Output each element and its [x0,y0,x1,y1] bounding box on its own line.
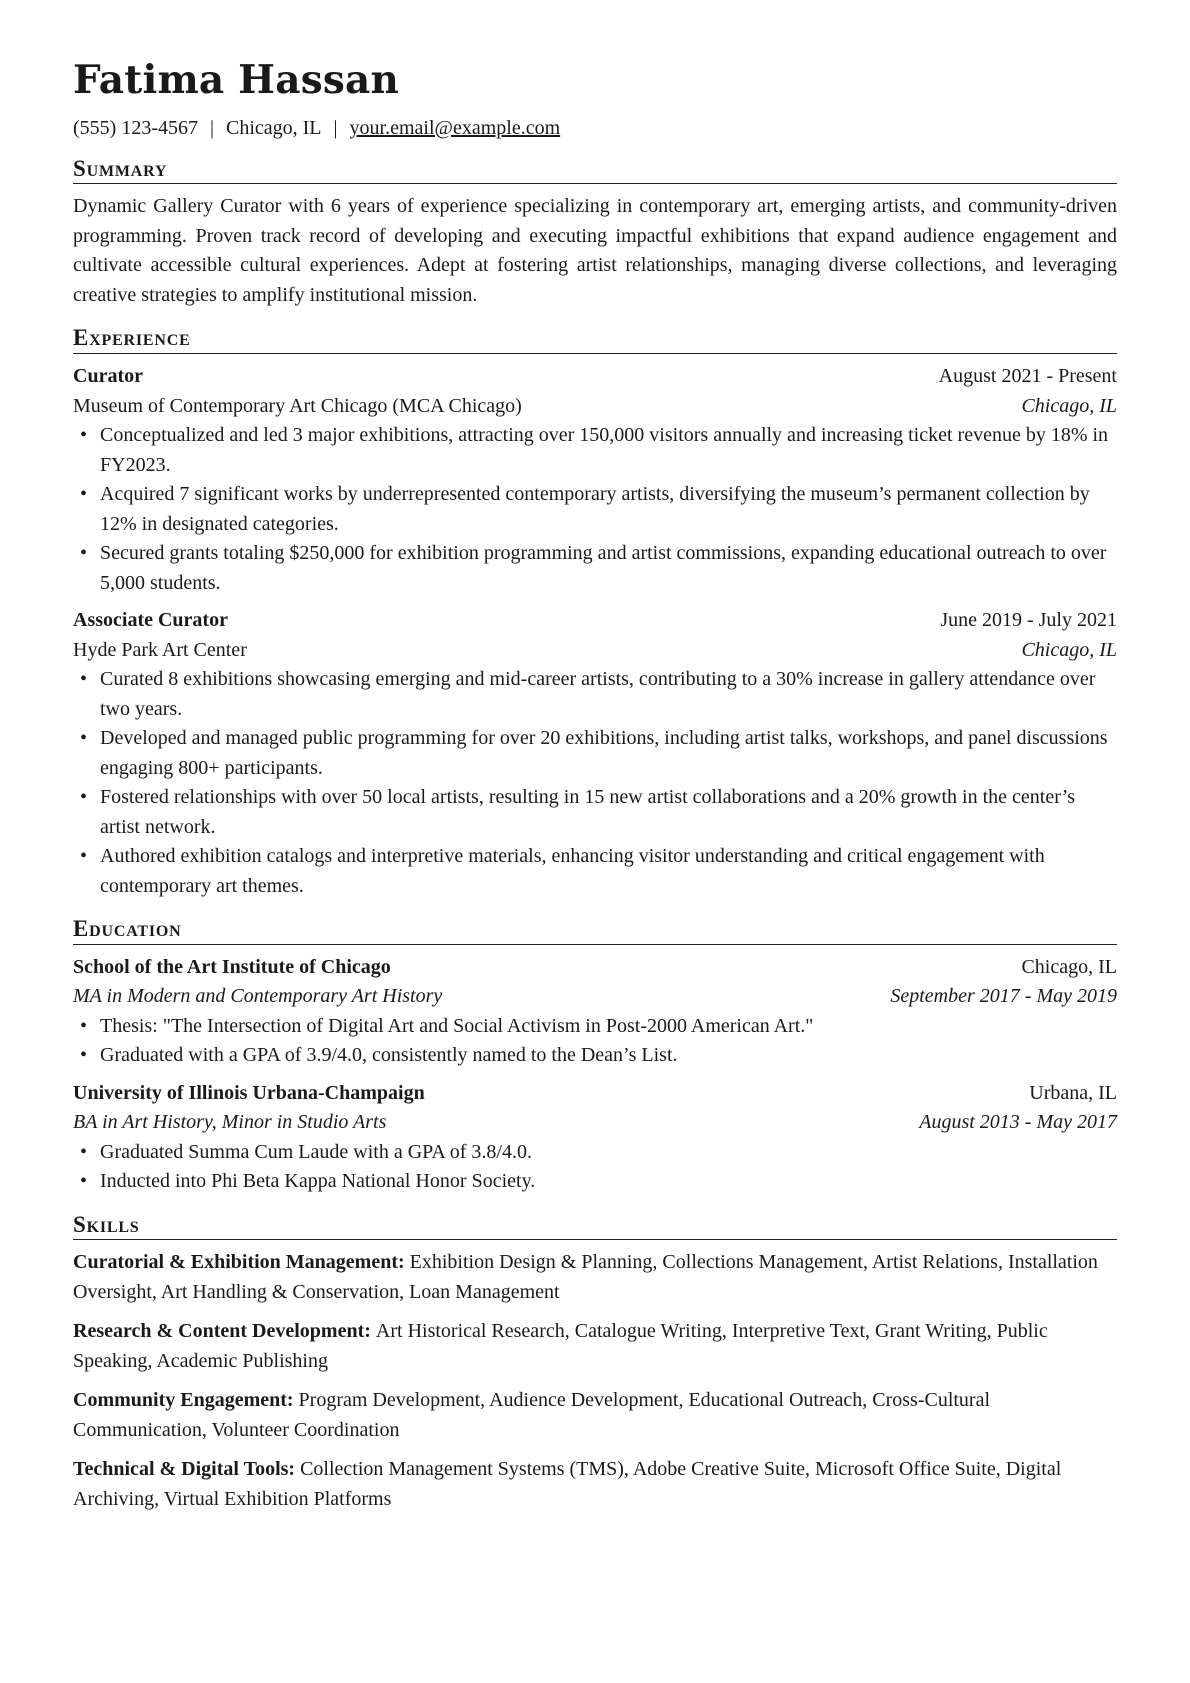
bullet-item: • Graduated Summa Cum Laude with a GPA of 3.8/4.0. [100,1138,1117,1168]
skill-category: Technical & Digital Tools: [73,1458,301,1481]
location: Chicago, IL [226,116,322,139]
job-header-row [73,606,1117,636]
job-title: Associate Curator [73,609,228,632]
bullet-item: • Authored exhibition catalogs and interpretive materials, enhancing visitor understanding and critical engagement with contemporary art themes. [100,842,1117,901]
bullet-item: • Secured grants totaling $250,000 for exhibition programming and artist commissions, expanding educational outreach to over 5,000 students. [100,539,1117,598]
contact-line [73,115,1117,141]
education-bullets [73,1138,1117,1197]
job-header-row [73,362,1117,392]
bullet-item: • Inducted into Phi Beta Kappa National Honor Society. [100,1167,1117,1197]
school-location: Urbana, IL [1029,1081,1117,1104]
skill-category: Community Engagement: [73,1389,299,1412]
contact-separator: | [209,116,214,139]
candidate-name: Fatima Hassan [73,57,400,103]
skills-list [73,1248,1117,1514]
education-entry [73,1079,1117,1197]
experience-entry [73,362,1117,598]
skill-values: Art Historical Research, Catalogue Writing, Interpretive Text, Grant Writing, Public Speaking, Academic Publishing [73,1320,1048,1372]
experience-entry [73,606,1117,901]
skill-group [73,1455,1117,1514]
summary-text: Dynamic Gallery Curator with 6 years of experience specializing in contemporary art, emerging artists, and community-driven programming. Proven track record of developing and executing impactful exhibitions that expand audience engagement and cultivate accessible cultural experiences. Adept at fostering artist relationships, managing diverse collections, and leveraging creative strategies to amplify institutional mission. [73,195,1117,306]
skill-group [73,1386,1117,1445]
skill-group [73,1317,1117,1376]
bullet-item: • Thesis: "The Intersection of Digital Art and Social Activism in Post-2000 American Art." [100,1012,1117,1042]
section-heading-education: Education [73,915,1117,945]
bullet-item: • Curated 8 exhibitions showcasing emerging and mid-career artists, contributing to a 30% increase in gallery attendance over two years. [100,665,1117,724]
bullet-item: • Developed and managed public programming for over 20 exhibitions, including artist talks, workshops, and panel discussions engaging 800+ participants. [100,724,1117,783]
education-dates: September 2017 - May 2019 [890,985,1117,1008]
section-heading-experience: Experience [73,324,1117,354]
skill-category: Curatorial & Exhibition Management: [73,1251,410,1274]
school-name: University of Illinois Urbana-Champaign [73,1081,425,1104]
job-org-row [73,392,1117,422]
degree-row [73,1108,1117,1138]
skill-category: Research & Content Development: [73,1320,376,1343]
contact-separator: | [333,116,338,139]
school-name: School of the Art Institute of Chicago [73,955,391,978]
education-entry [73,953,1117,1071]
skill-values: Program Development, Audience Development, Educational Outreach, Cross-Cultural Communication, Volunteer Coordination [73,1389,991,1441]
bullet-item: • Fostered relationships with over 50 local artists, resulting in 15 new artist collaborations and a 20% growth in the center’s artist network. [100,783,1117,842]
job-organization: Museum of Contemporary Art Chicago (MCA Chicago) [73,394,522,417]
degree-row [73,982,1117,1012]
phone-number: (555) 123-4567 [73,116,198,139]
education-bullets [73,1012,1117,1071]
job-dates: June 2019 - July 2021 [940,609,1117,632]
degree: BA in Art History, Minor in Studio Arts [73,1111,387,1134]
school-header-row [73,953,1117,983]
section-heading-skills: Skills [73,1211,1117,1241]
skill-group [73,1248,1117,1307]
bullet-item: • Acquired 7 significant works by underrepresented contemporary artists, diversifying the museum’s permanent collection by 12% in designated categories. [100,480,1117,539]
job-location: Chicago, IL [1021,394,1117,417]
job-dates: August 2021 - Present [938,365,1117,388]
job-location: Chicago, IL [1021,638,1117,661]
experience-list [73,362,1117,901]
education-dates: August 2013 - May 2017 [919,1111,1117,1134]
skill-values: Collection Management Systems (TMS), Adobe Creative Suite, Microsoft Office Suite, Digital Archiving, Virtual Exhibition Platforms [73,1458,1062,1510]
bullet-item: • Conceptualized and led 3 major exhibitions, attracting over 150,000 visitors annually and increasing ticket revenue by 18% in FY2023. [100,421,1117,480]
job-org-row [73,636,1117,666]
skill-values: Exhibition Design & Planning, Collections Management, Artist Relations, Installation Oversight, Art Handling & Conservation, Loan Management [73,1251,1098,1303]
education-list [73,953,1117,1197]
job-organization: Hyde Park Art Center [73,638,247,661]
job-bullets [73,665,1117,901]
email-link[interactable]: your.email@example.com [349,116,561,139]
bullet-item: • Graduated with a GPA of 3.9/4.0, consistently named to the Dean’s List. [100,1041,1117,1071]
job-bullets [73,421,1117,598]
school-header-row [73,1079,1117,1109]
school-location: Chicago, IL [1021,955,1117,978]
job-title: Curator [73,365,143,388]
section-heading-summary: Summary [73,155,1117,185]
degree: MA in Modern and Contemporary Art History [73,985,443,1008]
